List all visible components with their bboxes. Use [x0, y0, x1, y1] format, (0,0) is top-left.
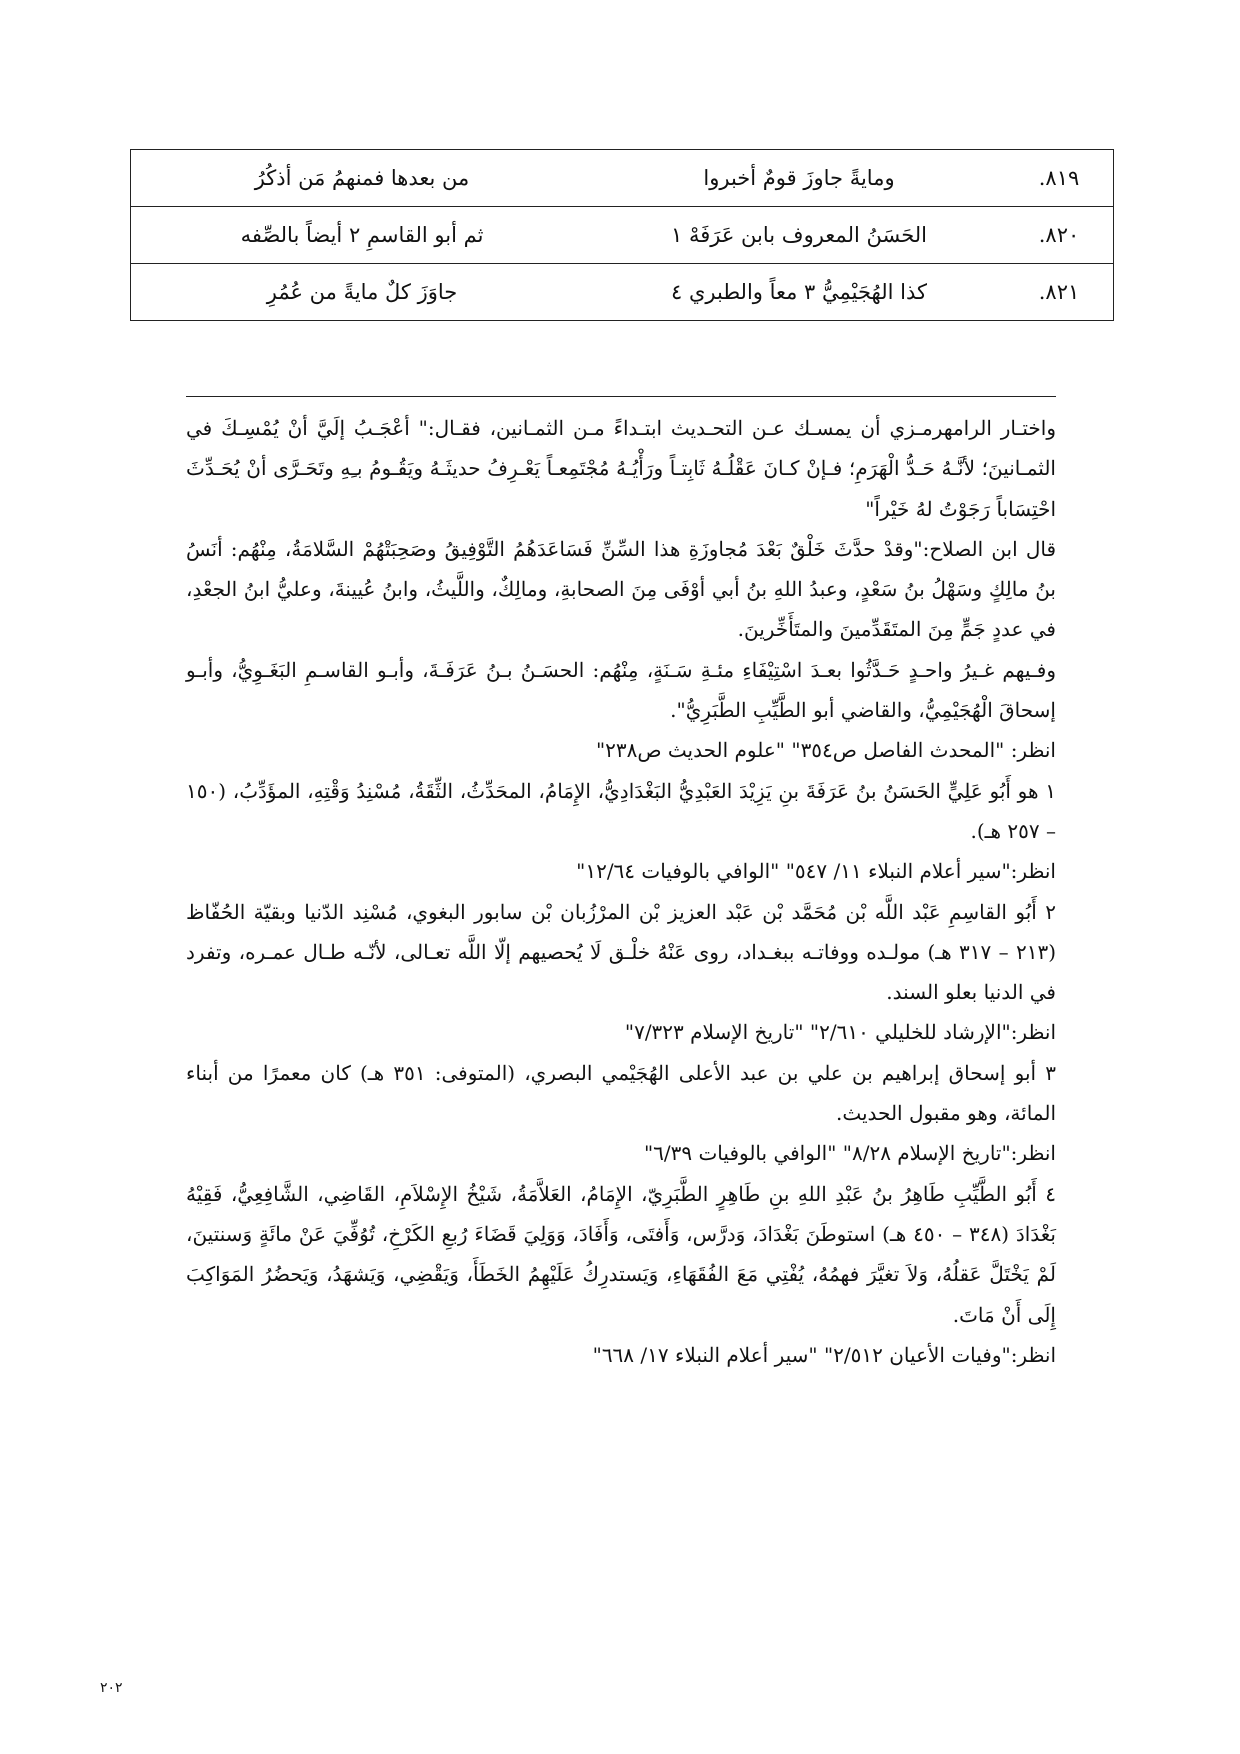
footnote-paragraph: ٤ أَبُو الطَّيِّبِ طَاهِرُ بنُ عَبْدِ اللهِ بنِ طَاهِرٍ الطَّبَرِيّ، الإِمَامُ، العَلاَّمَةُ، شَيْخُ الإِسْلاَمِ، القَاضِي، الشَّافِعِيُّ، فَقِيْهُ بَغْدَادَ (٣٤٨ – ٤٥٠ هـ) استوطَنَ بَغْدَادَ، وَدرَّس، وَأَفتَى، وَأَفَادَ، وَوَلِيَ قَضَاءَ رُبعِ الكَرْخِ، تُوُفِّيَ عَنْ مائَةٍ وَسنتينَ، لَمْ يَخْتَلَّ عَقلُهُ، وَلاَ تغيَّرَ فهمُهُ، يُفْتِي مَعَ الفُقَهَاءِ، وَيَستدرِكُ عَلَيْهِمُ الخَطَأَ، وَيَقْضِي، وَيَشهَدُ، وَيَحضُرُ المَوَاكِبَ إِلَى أَنْ مَاتَ.: [186, 1181, 1056, 1327]
table-row: [131, 264, 1114, 321]
footnote-paragraph: ٣ أبو إسحاق إبراهيم بن علي بن عبد الأعلى الهُجَيْمي البصري، (المتوفى: ٣٥١ هـ) كان معمرًا من أبناء المائة، وهو مقبول الحديث.: [186, 1060, 1056, 1126]
footnote-paragraph: قال ابن الصلاح:"وقدْ حدَّثَ خَلْقٌ بَعْدَ مُجاوزَةِ هذا السِّنِّ فَسَاعَدَهُمُ التَّوْفِيقُ وصَحِبَتْهُمْ السَّلامَةُ، مِنْهُم: أنَسُ بنُ مالِكٍ وسَهْلُ بنُ سَعْدٍ، وعبدُ اللهِ بنُ أبي أوْفَى مِنَ الصحابةِ، ومالِكٌ، واللَّيثُ، وابنُ عُيينةَ، وعليُّ ابنُ الجعْدِ، في عددٍ جَمٍّ مِنَ المتَقَدِّمينَ والمتَأَخِّرينَ.: [186, 536, 1056, 642]
footnote-reference: انظر:"الإرشاد للخليلي ٢/٦١٠" "تاريخ الإسلام ٧/٣٢٣": [624, 1020, 1056, 1045]
verse-second-hemistich: ثم أبو القاسمِ ٢ أيضاً بالصِّفه: [131, 207, 594, 264]
footnote-paragraph: واختـار الرامهرمـزي أن يمسـك عـن التحـديث ابتـداءً مـن الثمـانين، فقـال:" أعْجَـبُ إلَيَّ أنْ يُمْسِـكَ في الثمـانينَ؛ لأنَّـهُ حَـدُّ الْهَرَمِ؛ فـإنْ كـانَ عَقْلُـهُ ثَابِتـاً ورَأْيُـهُ مُجْتَمِعـاً يَعْـرِفُ حديثَـهُ ويَقُـومُ بـِهِ وتَحَـرَّى أنْ يُحَـدِّثَ احْتِسَاباً رَجَوْتُ لهُ خَيْراً": [186, 416, 1056, 521]
verse-number: ٨٢٠.: [1005, 207, 1114, 264]
page-number: ٢٠٢: [100, 1680, 123, 1696]
verse-first-hemistich: ومايةً جاوزَ قومٌ أخبروا: [593, 150, 1005, 207]
verse-second-hemistich: جاوَزَ كلٌ مايةً من عُمُرِ: [131, 264, 594, 321]
footnote-reference: انظر: "المحدث الفاصل ص٣٥٤" "علوم الحديث ص٢٣٨": [595, 738, 1056, 763]
verse-second-hemistich: من بعدها فمنهمُ مَن أذكُرُ: [131, 150, 594, 207]
footnote-separator: [186, 396, 1056, 397]
footnote-paragraph: وفـيهم غـيرُ واحـدٍ حَـدَّثُوا بعـدَ اسْتِيْفَاءِ مئـةِ سَـنَةٍ، مِنْهُم: الحسَـنُ بـنُ عَرَفَـةَ، وأبـو القاسـمِ البَغَـوِيُّ، وأبـو إسحاقَ الْهُجَيْمِيُّ، والقاضي أبو الطَّيِّبِ الطَّبَرِيُّ".: [186, 657, 1056, 723]
footnote-paragraph: ٢ أَبُو القاسِمِ عَبْد اللَّه بْن مُحَمَّد بْن عَبْد العزيز بْن المرْزُبان بْن سابور البغوي، مُسْنِد الدّنيا وبقيّة الحُفّاظ (٢١٣ – ٣١٧ هـ) مولـده ووفاتـه ببغـداد، روى عَنْهُ خلْـق لَا يُحصيهم إلّا اللَّه تعـالى، لأنّـه طـال عمـره، وتفرد في الدنيا بعلو السند.: [186, 899, 1056, 1005]
verse-first-hemistich: كذا الهُجَيْمِيُّ ٣ معاً والطبري ٤: [593, 264, 1005, 321]
footnote-reference: انظر:"سير أعلام النبلاء ١١/ ٥٤٧" "الوافي بالوفيات ١٢/٦٤": [576, 859, 1056, 884]
footnote-reference: انظر:"تاريخ الإسلام ٨/٢٨" "الوافي بالوفيات ٦/٣٩": [643, 1141, 1056, 1166]
footnotes: [186, 408, 1056, 1375]
verse-first-hemistich: الحَسَنُ المعروف بابن عَرَفَهْ ١: [593, 207, 1005, 264]
table-row: [131, 150, 1114, 207]
poem-table: [130, 149, 1114, 321]
footnote-paragraph: ١ هو أَبُو عَلِيٍّ الحَسَنُ بنُ عَرَفَةَ بنِ يَزِيْدَ العَبْدِيُّ البَغْدَادِيُّ، الإِمَامُ، المحَدِّثُ، الثِّقَةُ، مُسْنِدُ وَقْتِهِ، المؤَدِّبُ، (١٥٠ – ٢٥٧ هـ).: [186, 778, 1056, 843]
verse-number: ٨١٩.: [1005, 150, 1114, 207]
table-row: [131, 207, 1114, 264]
verse-number: ٨٢١.: [1005, 264, 1114, 321]
footnote-reference: انظر:"وفيات الأعيان ٢/٥١٢" "سير أعلام النبلاء ١٧/ ٦٦٨": [592, 1342, 1056, 1367]
